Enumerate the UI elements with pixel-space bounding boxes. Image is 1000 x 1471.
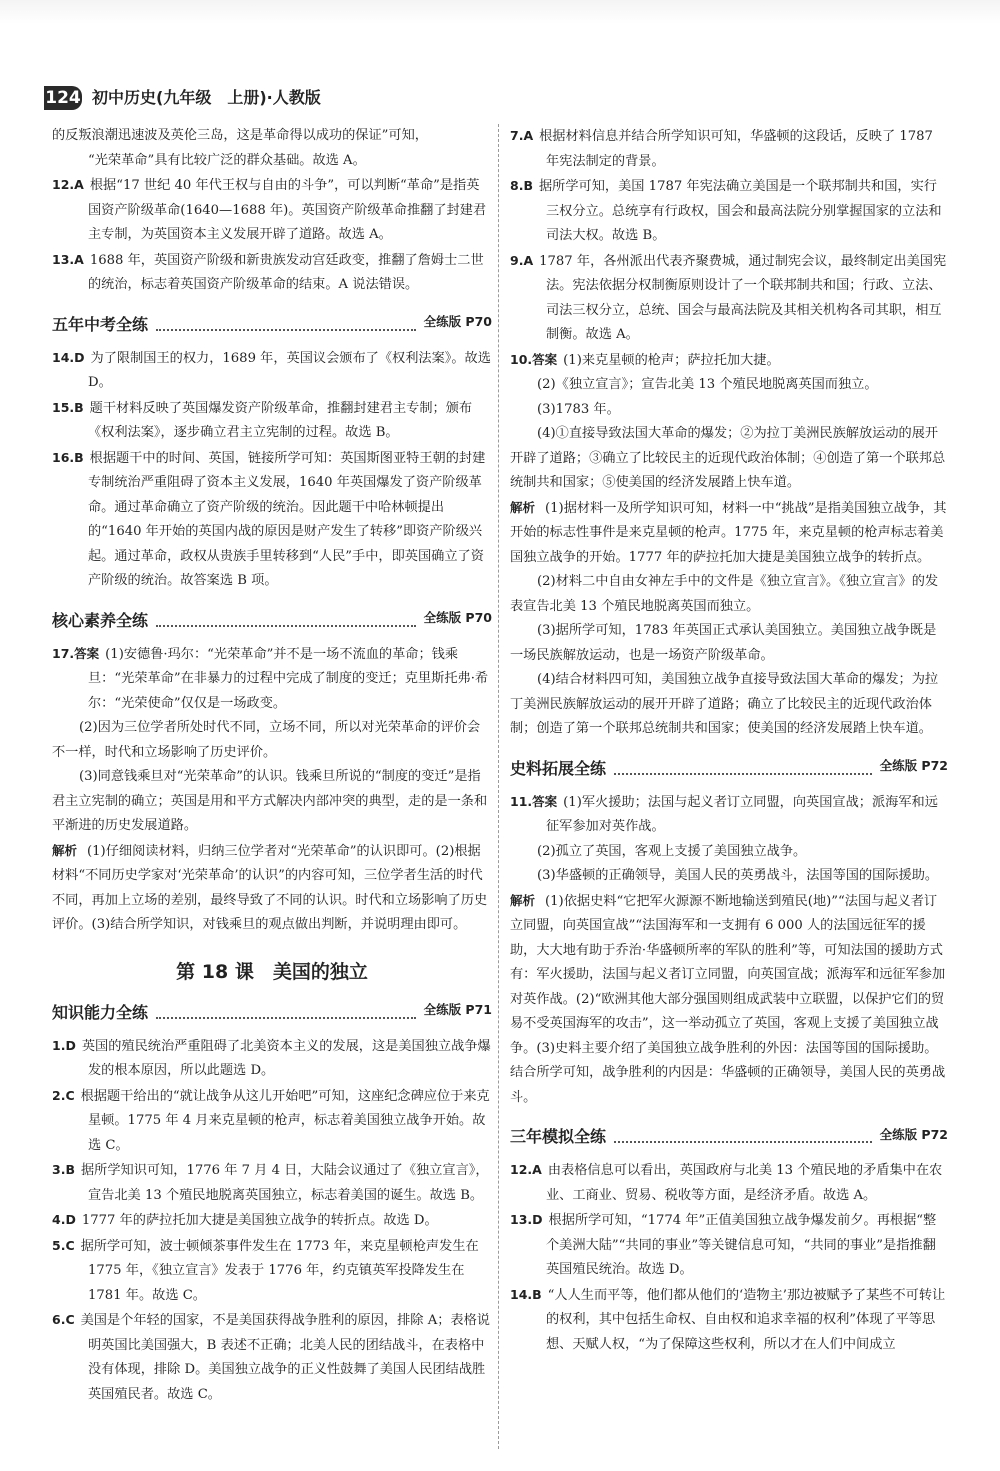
continued-text: 的反叛浪潮迅速波及英伦三岛，这是革命得以成功的保证”可知， [52, 128, 428, 143]
answer-text: “人人生而平等，他们都从他们的‘造物主’那边被赋予了某些不可转让的权利，其中包括生命权、自由权和追求幸福的权利”体现了平等思想、天赋人权，“为了保障这些权利，所以才在人们中间成立 [546, 1287, 946, 1352]
answer-item [52, 1158, 492, 1208]
analysis-label: 解析 [510, 499, 536, 515]
section-header [52, 994, 492, 1028]
lesson-title: 第 18 课 美国的独立 [176, 960, 368, 983]
answer-item [510, 1208, 948, 1283]
answer-number: 12.A [510, 1162, 542, 1177]
section-title: 史料拓展全练 [510, 758, 607, 778]
answer-item [52, 1084, 492, 1159]
answer-text: 根据所学可知，“1774 年”正值美国独立战争爆发前夕。再根据“整个美洲大陆”“共同的事业”等关键信息可知，“共同的事业”是指推翻英国殖民统治。故选 D。 [546, 1213, 937, 1277]
dotted-leader [614, 1141, 872, 1143]
answer-item [510, 124, 948, 174]
answer-item [510, 1158, 948, 1208]
section-header [52, 602, 492, 636]
answer-text: 1688 年，英国资产阶级和新贵族发动宫廷政变，推翻了詹姆士二世的统治，标志着英国资产阶级革命的结束。A 说法错误。 [88, 252, 484, 292]
answer-number: 8.B [510, 178, 533, 193]
answer-text: 据所学知识可知，1776 年 7 月 4 日，大陆会议通过了《独立宣言》，宣告北美 13 个殖民地脱离英国独立，标志着美国的诞生。故选 B。 [80, 1163, 489, 1203]
answer-item [510, 249, 948, 348]
answer-text: 1787 年，各州派出代表齐聚费城，通过制宪会议，最终制定出美国宪法。宪法依据分权制衡原则设计了一个联邦制共和国；行政、立法、司法三权分立，总统、国会与最高法院及其相关机构各司其职，相互制衡。故选 A。 [539, 253, 947, 342]
page-number: 124 [45, 88, 81, 108]
section-title: 五年中考全练 [52, 314, 149, 334]
section-ref: 全练版 P72 [879, 1126, 948, 1142]
page-header [44, 78, 644, 112]
answer-text: 美国是个年轻的国家，不是美国获得战争胜利的原因，排除 A；表格说明英国比美国强大，B 表述不正确；北美人民的团结战斗，在表格中没有体现，排除 D。美国独立战争的正义性鼓舞了美国人民团结战胜英国殖民者。故选 C。 [80, 1313, 490, 1402]
answer-item [52, 173, 492, 248]
dotted-leader [156, 625, 416, 627]
answer-number: 13.D [510, 1212, 543, 1227]
answer-item [510, 348, 948, 374]
analysis [52, 839, 492, 938]
dotted-leader [614, 773, 872, 775]
answer-part: (2)因为三位学者所处时代不同，立场不同，所以对光荣革命的评价会不一样，时代和立场影响了历史评价。 [52, 720, 481, 760]
answer-text: 1777 年的萨拉托加大捷是美国独立战争的转折点。故选 D。 [81, 1213, 438, 1228]
answer-text: 为了限制国王的权力，1689 年，英国议会颁布了《权利法案》。故选 D。 [88, 350, 491, 390]
answer-text: 据所学可知，波士顿倾茶事件发生在 1773 年，来克星顿枪声发生在 1775 年，《独立宣言》发表于 1776 年，约克镇英军投降发生在 1781 年。故选 C。 [80, 1238, 479, 1303]
answer-number: 15.B [52, 399, 84, 415]
answer-number: 3.B [52, 1162, 75, 1177]
analysis-label: 解析 [510, 892, 536, 908]
answer-text: 根据“17 世纪 40 年代王权与自由的斗争”，可以判断“革命”是指英国资产阶级革命(1640—1688 年)。英国资产阶级革命推翻了封建君主专制，为英国资本主义发展开辟了道路。故选 A。 [88, 178, 487, 242]
top-shading [0, 0, 1000, 24]
analysis-part: (2)材料二中自由女神左手中的文件是《独立宣言》。《独立宣言》的发表宣告北美 13 个殖民地脱离英国而独立。 [510, 574, 939, 614]
section-header [510, 750, 948, 784]
section-title: 知识能力全练 [52, 1002, 149, 1022]
answer-text: 据所学可知，美国 1787 年宪法确立美国是一个联邦制共和国，实行三权分立。总统享有行政权，国会和最高法院分别掌握国家的立法和司法大权。故选 B。 [538, 179, 942, 243]
answer-number: 6.C [52, 1312, 75, 1327]
answer-item [52, 396, 492, 446]
answer-number: 2.C [52, 1087, 75, 1103]
analysis [510, 889, 948, 1111]
answer-part: (3)同意钱乘旦对“光荣革命”的认识。钱乘旦所说的“制度的变迁”是指君主立宪制的确立；英国是用和平方式解决内部冲突的典型，走的是一条和平渐进的历史发展道路。 [52, 769, 488, 833]
answer-number: 11.答案 [510, 793, 558, 809]
answer-number: 4.D [52, 1212, 76, 1227]
section-header [52, 306, 492, 340]
answer-number: 5.C [52, 1237, 75, 1253]
left-column [52, 124, 492, 1407]
answer-item [52, 446, 492, 594]
answer-number: 14.D [52, 349, 85, 365]
answer-number: 13.A [52, 251, 84, 267]
answer-number: 1.D [52, 1037, 76, 1053]
right-column [510, 124, 948, 1357]
answer-number: 7.A [510, 128, 534, 143]
analysis-text: (1)据材料一及所学知识可知，材料一中“挑战”是指美国独立战争，其开始的标志性事件是来克星顿的枪声。1775 年，来克星顿的枪声标志着美国独立战争的开始。1777 年的萨拉托加大捷是美国独立战争的转折点。 [510, 500, 947, 565]
analysis-part: (3)据所学可知，1783 年英国正式承认美国独立。美国独立战争既是一场民族解放运动，也是一场资产阶级革命。 [510, 623, 937, 663]
answer-number: 10.答案 [510, 351, 558, 367]
analysis-part: (4)结合材料四可知，美国独立战争直接导致法国大革命的爆发；为拉丁美洲民族解放运动的展开开辟了道路；确立了比较民主的近现代政治体制；创造了第一个联邦总统制共和国家；使美国的经济发展踏上快车道。 [510, 672, 939, 736]
section-ref: 全练版 P70 [423, 314, 492, 329]
answer-text: (1)来克星顿的枪声；萨拉托加大捷。 [563, 352, 780, 368]
answer-item [52, 1308, 492, 1407]
answer-number: 17.答案 [52, 645, 100, 661]
analysis-text: (1)仔细阅读材料，归纳三位学者对“光荣革命”的认识即可。(2)根据材料“不同历史学家对‘光荣革命’的认识”的内容可知，三位学者生活的时代不同，再加上立场的差别，最终导致了不同的认识。时代和立场影响了历史评价。(3)结合所学知识，对钱乘旦的观点做出判断，并说明理由即可。 [52, 843, 488, 932]
book-title: 初中历史(九年级 上册)·人教版 [92, 88, 321, 107]
answer-text: 题干材料反映了英国爆发资产阶级革命，推翻封建君主专制；颁布《权利法案》，逐步确立君主立宪制的过程。故选 B。 [88, 400, 473, 440]
answer-part: (2)孤立了英国，客观上支援了美国独立战争。 [537, 843, 807, 859]
answer-part: (2)《独立宣言》；宣告北美 13 个殖民地脱离英国而独立。 [537, 377, 878, 392]
answer-item [510, 1283, 948, 1358]
section-header [510, 1118, 948, 1152]
section-ref: 全练版 P70 [423, 610, 492, 625]
answer-number: 12.A [52, 177, 84, 192]
column-divider [498, 124, 499, 1449]
dotted-leader [156, 1017, 416, 1019]
answer-item [52, 248, 492, 298]
analysis-text: (1)依据史料“它把军火源源不断地输送到殖民(地)”“法国与起义者订立同盟，向英国宣战”“法国海军和一支拥有 6 000 人的法国远征军的援助，大大地有助于乔治·华盛顿所率的军队的胜利”等，可知法国的援助方式有：军火援助，法国与起义者订立同盟，向英国宣战；派海军和远征军参加对英作战。(2)“欧洲其他大部分强国则组成武装中立联盟，以保护它们的贸易不受英国海军的攻击”，这一举动孤立了英国，客观上支援了美国独立战争。(3)史料主要介绍了美国独立战争胜利的外因：法国等国的国际援助。结合所学可知，战争胜利的内因是：华盛顿的正确领导，美国人民的英勇战斗。 [510, 893, 946, 1105]
analysis [510, 496, 948, 571]
answer-item [52, 1034, 492, 1084]
answer-text: (1)军火援助；法国与起义者订立同盟，向英国宣战；派海军和远征军参加对英作战。 [546, 794, 938, 834]
answer-item [52, 346, 492, 396]
answer-item [52, 642, 492, 717]
answer-item [52, 1208, 492, 1234]
answer-number: 14.B [510, 1286, 542, 1302]
answer-text: 根据题干给出的“就让战争从这儿开始吧”可知，这座纪念碑应位于来克星顿。1775 年 4 月来克星顿的枪声，标志着美国独立战争开始。故选 C。 [80, 1088, 490, 1153]
answer-item [52, 1234, 492, 1309]
answer-item [510, 790, 948, 840]
answer-text: (1)安德鲁·玛尔：“光荣革命”并不是一场不流血的革命；钱乘旦：“光荣革命”在非暴力的过程中完成了制度的变迁；克里斯托弗·希尔：“光荣使命”仅仅是一场政变。 [88, 646, 489, 711]
answer-text: 英国的殖民统治严重阻碍了北美资本主义的发展，这是美国独立战争爆发的根本原因，所以此题选 D。 [81, 1038, 491, 1078]
answer-text: 根据材料信息并结合所学知识可知，华盛顿的这段话，反映了 1787 年宪法制定的背景。 [539, 129, 933, 169]
answer-part: (3)华盛顿的正确领导，美国人民的英勇战斗，法国等国的国际援助。 [537, 868, 939, 883]
answer-text: 由表格信息可以看出，英国政府与北美 13 个殖民地的矛盾集中在农业、工商业、贸易、税收等方面，是经济矛盾。故选 A。 [546, 1163, 943, 1203]
answer-text: 根据题干中的时间、英国，链接所学可知：英国斯图亚特王朝的封建专制统治严重阻碍了资本主义发展，1640 年英国爆发了资产阶级革命。通过革命确立了资产阶级的统治。因此题干中哈林顿提出的“1640 年开始的英国内战的原因是财产发生了转移”即资产阶级兴起。通过革命，政权从贵族手里转移到“人民”手中，即英国确立了资产阶级的统治。故答案选 B 项。 [88, 450, 486, 588]
analysis-label: 解析 [52, 842, 78, 858]
answer-number: 16.B [52, 449, 84, 465]
section-ref: 全练版 P71 [423, 1002, 492, 1017]
section-title: 核心素养全练 [52, 610, 149, 630]
answer-item [510, 174, 948, 249]
continued-text: “光荣革命”具有比较广泛的群众基础。故选 A。 [88, 152, 366, 168]
answer-number: 9.A [510, 252, 534, 268]
dotted-leader [156, 329, 416, 331]
answer-part: (3)1783 年。 [537, 401, 620, 417]
answer-part: (4)①直接导致法国大革命的爆发；②为拉丁美洲民族解放运动的展开开辟了道路；③确立了比较民主的近现代政治体制；④创造了第一个联邦总统制共和国家；⑤使美国的经济发展踏上快车道。 [510, 426, 946, 490]
section-ref: 全练版 P72 [879, 758, 948, 773]
section-title: 三年模拟全练 [510, 1127, 607, 1146]
